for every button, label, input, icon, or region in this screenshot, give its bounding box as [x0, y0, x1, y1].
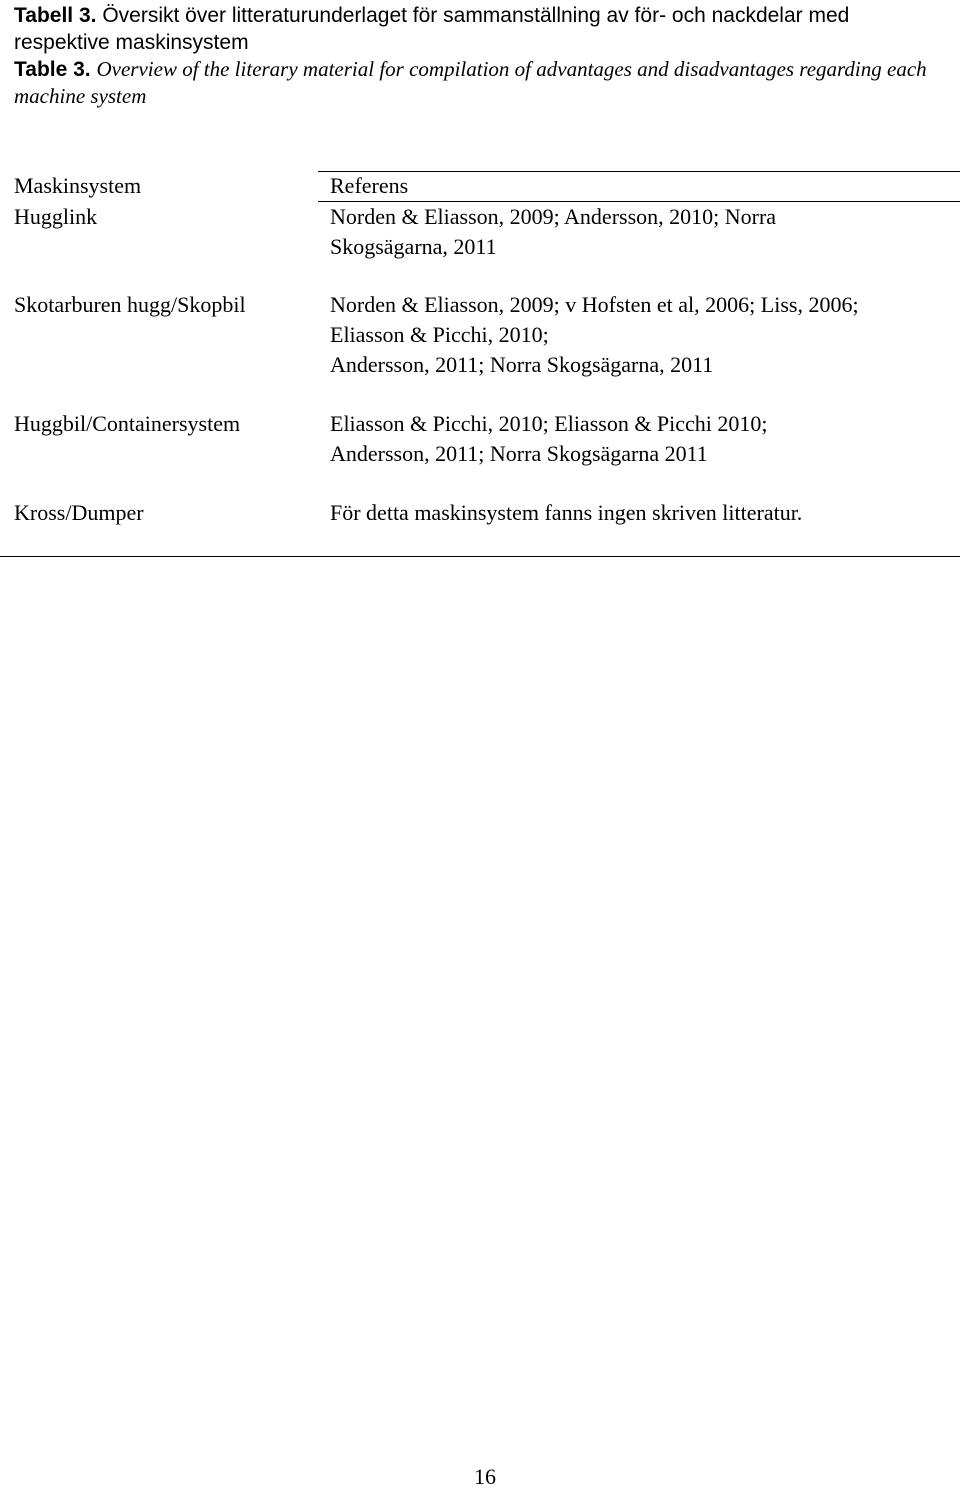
reference-line: Eliasson & Picchi, 2010;: [330, 322, 549, 347]
reference-line: Norden & Eliasson, 2009; Andersson, 2010; Norra: [330, 204, 777, 229]
reference-line: Norden & Eliasson, 2009; v Hofsten et al, 2006; Liss, 2006;: [330, 292, 859, 317]
reference-line: Andersson, 2011; Norra Skogsägarna, 2011: [330, 352, 714, 377]
header-maskinsystem: Maskinsystem: [14, 173, 142, 198]
caption-text-swedish: Översikt över litteraturunderlaget för sammanställning av för- och nackdelar med respektive maskinsystem: [14, 4, 850, 54]
caption-text-english: Overview of the literary material for compilation of advantages and disadvantages regarding each machine system: [14, 57, 927, 108]
row-skotarburen-references: [330, 290, 955, 380]
header-referens: Referens: [330, 173, 409, 198]
reference-line: För detta maskinsystem fanns ingen skriven litteratur.: [330, 500, 803, 525]
caption-label-swedish: Tabell 3.: [14, 4, 97, 27]
reference-line: Skogsägarna, 2011: [330, 234, 497, 259]
table-caption-swedish: [14, 2, 940, 56]
row-hugglink-references: [330, 202, 955, 262]
caption-label-english: Table 3.: [14, 58, 91, 81]
row-hugglink-system: Hugglink: [14, 204, 98, 229]
row-huggbil-references: [330, 409, 955, 469]
table-caption-english: [14, 56, 940, 110]
row-kross-references: [330, 498, 955, 528]
row-huggbil-system: Huggbil/Containersystem: [14, 411, 241, 436]
reference-line: Eliasson & Picchi, 2010; Eliasson & Picchi 2010;: [330, 411, 768, 436]
row-skotarburen-system: Skotarburen hugg/Skopbil: [14, 292, 246, 317]
reference-line: Andersson, 2011; Norra Skogsägarna 2011: [330, 441, 708, 466]
page-number: 16: [474, 1464, 496, 1489]
row-kross-system: Kross/Dumper: [14, 500, 144, 525]
table-bottom-rule: [0, 556, 960, 557]
